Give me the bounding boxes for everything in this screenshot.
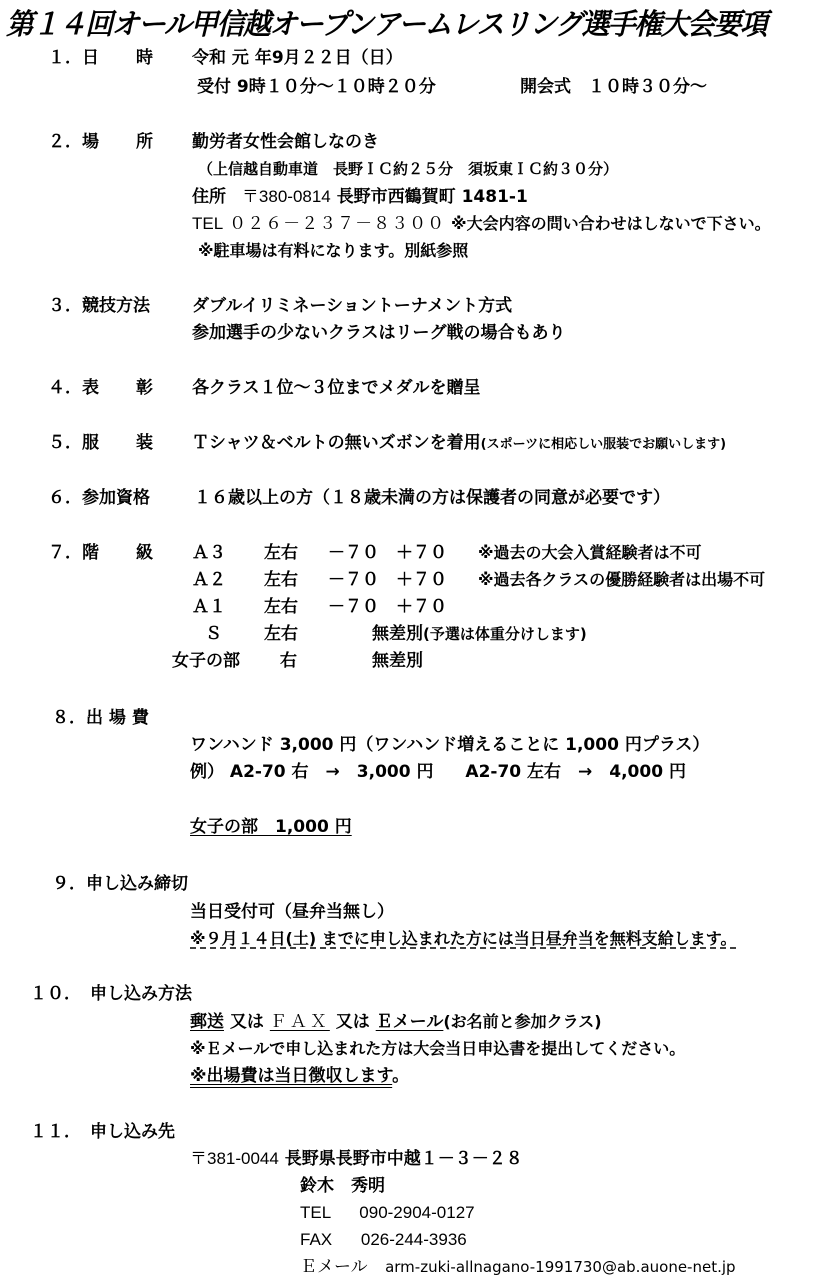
class-name: 女子の部 xyxy=(172,651,240,671)
section-4-label-b: 彰 xyxy=(136,378,153,398)
section-11-label: 申し込み先 xyxy=(90,1122,175,1142)
section-11-number: １１． xyxy=(30,1122,81,1142)
section-1-label-a: 日 xyxy=(82,48,99,68)
competition-format: ダブルイリミネーショントーナメント方式 xyxy=(192,296,513,316)
fee-example-prefix: 例） xyxy=(190,762,224,782)
method-or: 又は xyxy=(335,1012,370,1032)
fee-collection-period: 。 xyxy=(392,1066,410,1086)
contact-address: 長野県長野市中越１－３－２８ xyxy=(284,1149,523,1169)
women-fee: 女子の部 1,000 円 xyxy=(190,817,352,837)
class-note: ※過去各クラスの優勝経験者は出場不可 xyxy=(478,570,766,589)
contact-name: 鈴木 秀明 xyxy=(300,1176,385,1196)
section-3-label: 競技方法 xyxy=(82,296,150,316)
method-mail: 郵送 xyxy=(190,1012,224,1032)
contact-fax: 026-244-3936 xyxy=(360,1230,467,1249)
section-2-label-a: 場 xyxy=(82,132,99,152)
section-2-label-b: 所 xyxy=(136,132,153,152)
venue-address-line xyxy=(192,186,528,208)
tel-label: TEL xyxy=(192,214,224,233)
contact-email-line xyxy=(300,1256,736,1278)
method-fax: ＦＡＸ xyxy=(269,1012,330,1032)
email-application-note: ※Ｅメールで申し込まれた方は大会当日申込書を提出してください。 xyxy=(190,1039,686,1058)
class-name: Ｓ xyxy=(205,624,222,644)
fee-collection-note-line xyxy=(190,1065,409,1087)
class-weight: 無差別 xyxy=(372,651,423,671)
section-5-label-b: 装 xyxy=(136,433,153,453)
section-9-label: 申し込み締切 xyxy=(86,874,188,894)
method-note: (お名前と参加クラス) xyxy=(443,1012,602,1031)
class-name: Ａ３ xyxy=(192,543,226,563)
contact-email-label: Ｅメール xyxy=(300,1257,368,1277)
class-weight: 無差別 xyxy=(372,624,423,644)
section-2-number: ２． xyxy=(48,132,82,152)
fee-example-2: A2-70 左右 → 4,000 円 xyxy=(465,762,686,782)
contact-tel-label: TEL xyxy=(300,1203,331,1222)
dress-code-line xyxy=(192,432,726,456)
class-weight: －７０ ＋７０ xyxy=(328,597,447,617)
awards-text: 各クラス１位～３位までメダルを贈呈 xyxy=(192,378,481,398)
section-6-label: 参加資格 xyxy=(82,488,150,508)
reception-time: 受付 9時１０分～１０時２０分 xyxy=(197,77,436,97)
fee-example-1: A2-70 右 → 3,000 円 xyxy=(229,762,434,782)
method-email: Ｅメール xyxy=(375,1012,444,1032)
section-1-label-b: 時 xyxy=(136,48,153,68)
eligibility-text: １６歳以上の方（１８歳未満の方は保護者の同意が必要です） xyxy=(194,488,670,508)
venue-postal: 〒380-0814 xyxy=(241,187,331,206)
opening-time: 開会式 １０時３０分～ xyxy=(520,77,707,97)
class-name: Ａ２ xyxy=(192,570,226,590)
section-10-number: １０． xyxy=(30,984,81,1004)
section-7-label-b: 級 xyxy=(136,543,153,563)
contact-address-line xyxy=(190,1148,523,1170)
section-5-label-a: 服 xyxy=(82,433,99,453)
section-6-number: ６． xyxy=(48,488,82,508)
lunch-note: ※９月１４日(土) までに申し込まれた方には当日昼弁当を無料支給します。 xyxy=(190,929,737,948)
dress-code-note: (スポーツに相応しい服装でお願いします) xyxy=(480,437,727,452)
class-hand: 左右 xyxy=(264,570,298,590)
venue-access: （上信越自動車道 長野ＩＣ約２５分 須坂東ＩＣ約３０分） xyxy=(198,160,619,178)
class-hand: 左右 xyxy=(264,543,298,563)
section-3-number: ３． xyxy=(48,296,82,316)
contact-fax-line xyxy=(300,1229,467,1251)
section-8-label: 出 場 費 xyxy=(86,708,149,728)
section-10-label: 申し込み方法 xyxy=(90,984,192,1004)
entry-fee: ワンハンド 3,000 円（ワンハンド増えることに 1,000 円プラス） xyxy=(190,735,710,755)
method-or: 又は xyxy=(229,1012,264,1032)
venue-tel: ０２６－２３７－８３００ xyxy=(229,214,446,233)
application-methods xyxy=(190,1011,602,1033)
section-4-number: ４． xyxy=(48,378,82,398)
section-5-number: ５． xyxy=(48,433,82,453)
venue-tel-line xyxy=(192,213,771,235)
venue-address: 長野市西鶴賀町 1481-1 xyxy=(336,187,528,207)
class-weight: －７０ ＋７０ xyxy=(328,570,447,590)
event-date: 令和 元 年9月２２日（日） xyxy=(192,48,403,68)
venue-name: 勤労者女性会館しなのき xyxy=(192,132,379,152)
document-title: 第１４回オール甲信越オープンアームレスリング選手権大会要項 xyxy=(6,7,767,41)
class-note: (予選は体重分けします) xyxy=(423,625,587,643)
parking-note: ※駐車場は有料になります。別紙参照 xyxy=(198,241,469,260)
fee-example-line xyxy=(190,761,686,783)
competition-format-note: 参加選手の少ないクラスはリーグ戦の場合もあり xyxy=(192,323,566,343)
class-weight: －７０ ＋７０ xyxy=(328,543,447,563)
section-7-number: ７． xyxy=(48,543,82,563)
venue-tel-note: ※大会内容の問い合わせはしないで下さい。 xyxy=(451,214,771,233)
contact-tel: 090-2904-0127 xyxy=(359,1203,475,1222)
section-7-label-a: 階 xyxy=(82,543,99,563)
class-name: Ａ１ xyxy=(192,597,226,617)
fee-collection-note: ※出場費は当日徴収します xyxy=(190,1066,393,1086)
section-9-number: ９． xyxy=(52,874,86,894)
dress-code: Ｔシャツ＆ベルトの無いズボンを着用 xyxy=(192,433,481,453)
address-label: 住所 xyxy=(192,187,226,207)
contact-email[interactable]: arm-zuki-allnagano-1991730@ab.auone-net.jp xyxy=(385,1258,736,1276)
contact-postal: 〒381-0044 xyxy=(190,1149,279,1168)
section-4-label-a: 表 xyxy=(82,378,99,398)
contact-tel-line xyxy=(300,1202,475,1224)
class-hand: 左右 xyxy=(264,597,298,617)
same-day-registration: 当日受付可（昼弁当無し） xyxy=(190,902,394,922)
section-8-number: ８． xyxy=(52,708,86,728)
class-note: ※過去の大会入賞経験者は不可 xyxy=(478,543,702,562)
contact-fax-label: FAX xyxy=(300,1230,333,1249)
section-1-number: １． xyxy=(48,48,82,68)
class-hand: 右 xyxy=(280,651,297,671)
class-weight-line xyxy=(372,623,587,645)
class-hand: 左右 xyxy=(264,624,298,644)
